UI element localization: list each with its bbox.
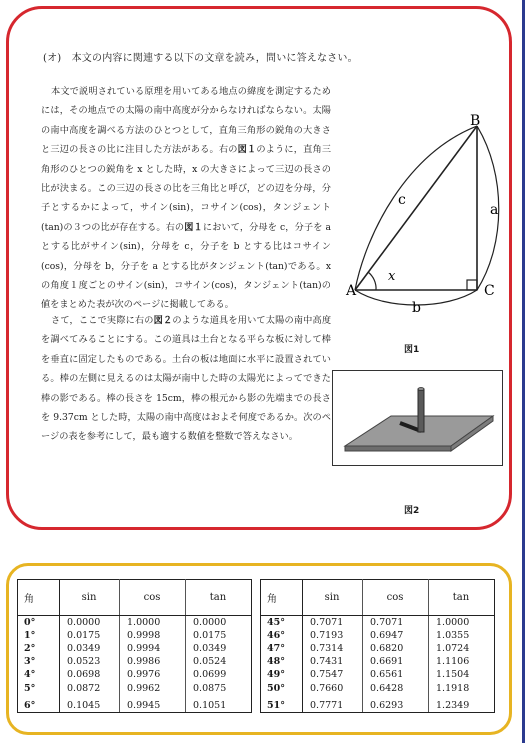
vertex-label-c: C — [484, 283, 495, 299]
cell-angle: 3° — [18, 655, 60, 668]
cell-cos: 0.6428 — [363, 681, 429, 694]
figure-2-caption: 図2 — [404, 506, 420, 516]
trig-table-left-body — [18, 616, 252, 713]
question-paragraph-2 — [41, 311, 331, 447]
cell-sin: 0.7431 — [303, 655, 363, 668]
figure-1-right-triangle — [336, 114, 501, 314]
question-paragraph-1 — [41, 82, 331, 315]
paragraph-text: さて，ここで実際に右の — [51, 315, 154, 326]
cell-sin: 0.0000 — [60, 616, 120, 630]
header-cos: cos — [120, 580, 186, 616]
cell-tan: 0.0699 — [186, 668, 252, 681]
cell-tan: 0.1051 — [186, 699, 252, 713]
table-row — [18, 699, 252, 713]
cell-angle: 47° — [261, 642, 303, 655]
header-cos: cos — [363, 580, 429, 616]
cell-sin: 0.7071 — [303, 616, 363, 630]
cell-tan: 1.0355 — [429, 629, 495, 642]
trig-table-right-body — [261, 616, 495, 713]
cell-sin: 0.7771 — [303, 699, 363, 713]
paragraph-text: 本文で説明されている原理を用いてある地点の緯度を測定するためには，その地点での太陽の南中高度が分からなければならない。太陽の南中高度を調べる方法のひとつとして，直角三角形の鋭角の大きさと三辺の長さの比に注目した方法がある。右の — [41, 86, 331, 156]
cell-angle: 46° — [261, 629, 303, 642]
vertex-label-a: A — [346, 283, 357, 299]
cell-cos: 0.6293 — [363, 699, 429, 713]
figure-reference: 図２ — [153, 315, 173, 326]
figure-reference: 図１ — [184, 221, 203, 233]
question-card — [6, 6, 512, 530]
cell-tan: 1.0724 — [429, 642, 495, 655]
side-label-a: a — [490, 202, 499, 218]
table-row — [261, 629, 495, 642]
table-row — [261, 616, 495, 630]
paragraph-text: のように，直角三角形のひとつの鋭角を x とした時，x の大きさによって三辺の長さの比が決まる。この三辺の長さの比を三角比と呼び，どの辺を分母，分子とするかによって，サイン(sin)，コサイン(cos)，タンジェント(tan)の３つの比が存在する。右の — [41, 144, 332, 233]
cell-cos: 0.9986 — [120, 655, 186, 668]
table-row — [261, 681, 495, 694]
cell-angle: 5° — [18, 681, 60, 694]
cell-angle: 2° — [18, 642, 60, 655]
board-front-edge — [345, 446, 451, 451]
cell-tan: 1.1504 — [429, 668, 495, 681]
cell-sin: 0.7660 — [303, 681, 363, 694]
table-row — [18, 681, 252, 694]
cell-angle: 51° — [261, 699, 303, 713]
table-row — [261, 668, 495, 681]
cell-cos: 0.6947 — [363, 629, 429, 642]
vertical-stick — [418, 389, 424, 432]
cell-angle: 45° — [261, 616, 303, 630]
figure-2-frame — [332, 370, 503, 466]
cell-tan: 1.2349 — [429, 699, 495, 713]
cell-sin: 0.1045 — [60, 699, 120, 713]
table-row — [18, 642, 252, 655]
cell-cos: 0.9945 — [120, 699, 186, 713]
cell-cos: 0.6561 — [363, 668, 429, 681]
cell-sin: 0.7193 — [303, 629, 363, 642]
triangle-hypotenuse-line — [355, 126, 477, 290]
cell-sin: 0.0698 — [60, 668, 120, 681]
angle-x-arc — [368, 272, 376, 290]
cell-sin: 0.7314 — [303, 642, 363, 655]
table-row — [18, 629, 252, 642]
cell-sin: 0.0175 — [60, 629, 120, 642]
cell-cos: 0.6691 — [363, 655, 429, 668]
paragraph-text: のような道具を用いて太陽の南中高度を調べてみることにする。この道具は土台となる平らな板に対して棒を垂直に固定したものである。土台の板は地面に水平に設置されている。棒の左側に見えるのは太陽が南中した時の太陽光によってできた棒の影である。棒の長さを 15cm，棒の根元から影の先端までの長さを 9.37cm とした時，太陽の南中高度はおよそ何度であるか。次のページの表を参考にして，最も適する数値を整数で答えなさい。 — [41, 315, 332, 443]
cell-tan: 0.0000 — [186, 616, 252, 630]
paragraph-text: において，分母を c，分子を a とする比がサイン(sin)，分母を c，分子を b とする比はコサイン(cos)，分母を b，分子を a とする比がタンジェント(tan)である。x の角度１度ごとのサイン(sin)，コサイン(cos)，タンジェント(tan)の値をまとめた表が次のページに掲載してある。 — [41, 221, 331, 311]
trig-table-right — [260, 579, 495, 713]
cell-tan: 1.1106 — [429, 655, 495, 668]
side-label-b: b — [412, 300, 421, 314]
cell-tan: 0.0875 — [186, 681, 252, 694]
cell-angle: 48° — [261, 655, 303, 668]
trig-table-card — [6, 563, 512, 735]
header-tan: tan — [186, 580, 252, 616]
cell-tan: 0.0175 — [186, 629, 252, 642]
cell-tan: 1.1918 — [429, 681, 495, 694]
cell-sin: 0.0872 — [60, 681, 120, 694]
cell-sin: 0.7547 — [303, 668, 363, 681]
cell-tan: 0.0524 — [186, 655, 252, 668]
table-row — [18, 655, 252, 668]
cell-sin: 0.0349 — [60, 642, 120, 655]
figure-reference: 図１ — [237, 144, 257, 156]
cell-cos: 0.7071 — [363, 616, 429, 630]
header-tan: tan — [429, 580, 495, 616]
cell-sin: 0.0523 — [60, 655, 120, 668]
cell-angle: 49° — [261, 668, 303, 681]
angle-label-x: x — [388, 269, 396, 284]
cell-angle: 0° — [18, 616, 60, 630]
table-row — [261, 655, 495, 668]
page-edge-line — [522, 0, 525, 743]
cell-angle: 6° — [18, 699, 60, 713]
figure-2-stick-on-board — [333, 371, 501, 464]
cell-cos: 0.9976 — [120, 668, 186, 681]
table-row — [261, 642, 495, 655]
table-row — [18, 616, 252, 630]
cell-tan: 1.0000 — [429, 616, 495, 630]
right-angle-marker — [467, 280, 477, 290]
question-header: (オ) 本文の内容に関連する以下の文章を読み，問いに答えなさい。 — [43, 53, 358, 64]
stick-top — [418, 388, 424, 391]
cell-cos: 0.9962 — [120, 681, 186, 694]
cell-tan: 0.0349 — [186, 642, 252, 655]
vertex-label-b: B — [470, 114, 481, 129]
cell-cos: 1.0000 — [120, 616, 186, 630]
trig-table-left — [17, 579, 252, 713]
cell-cos: 0.9994 — [120, 642, 186, 655]
header-sin: sin — [60, 580, 120, 616]
side-label-c: c — [398, 192, 406, 208]
header-angle: 角 — [18, 580, 60, 616]
cell-angle: 4° — [18, 668, 60, 681]
cell-angle: 1° — [18, 629, 60, 642]
cell-cos: 0.6820 — [363, 642, 429, 655]
cell-cos: 0.9998 — [120, 629, 186, 642]
cell-angle: 50° — [261, 681, 303, 694]
header-sin: sin — [303, 580, 363, 616]
table-row — [261, 699, 495, 713]
table-row — [18, 668, 252, 681]
header-angle: 角 — [261, 580, 303, 616]
figure-1-caption: 図1 — [404, 345, 420, 355]
